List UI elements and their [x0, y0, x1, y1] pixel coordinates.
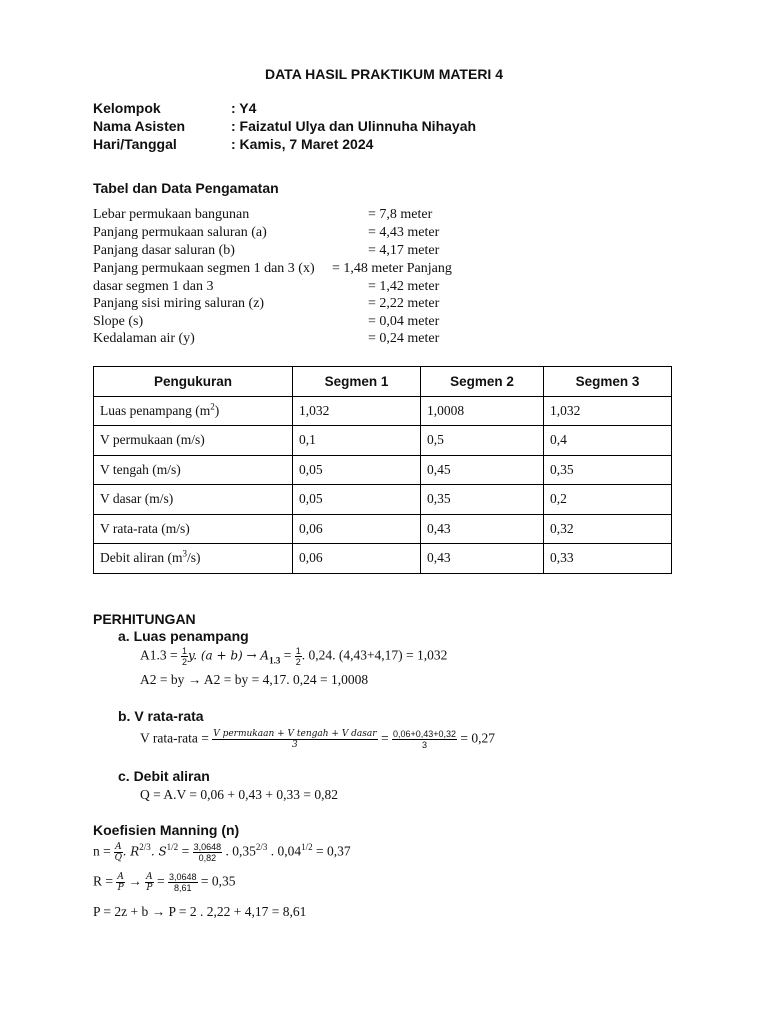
- table-cell: 0,4: [544, 426, 672, 456]
- obs-value: = 7,8 meter: [368, 207, 433, 222]
- manning-r-line: R = $\frac{A}{P}$ → $\frac{A}{P}$ = $\frac{3,0648}{8,61}$ = 0,35: [93, 872, 236, 893]
- table-row: [94, 485, 672, 515]
- table-header-row: [94, 367, 672, 397]
- obs-value: = 1,42 meter: [368, 279, 440, 294]
- calc-a-line1: A1.3 = $\frac{1}{2}$ y. $(a + b) \to A_{1.3}$ = $\frac{1}{2}$ . 0,24. (4,43+4,17) = 1,032: [140, 646, 448, 667]
- row-label: Luas penampang $(m^2)$: [94, 396, 293, 426]
- row-label: Debit aliran $(m^3/s)$: [94, 544, 293, 574]
- obs-value: = 0,24 meter: [368, 331, 440, 346]
- assistant-label: Nama Asisten: [93, 118, 186, 134]
- calc-b-line: V rata-rata = $\frac{\text{V permukaan + V tengah + V dasar}}{3}$ = $\frac{0,06+0,43+0,32}{3}$ = 0,27: [140, 729, 496, 750]
- obs-value: = 4,43 meter: [368, 225, 440, 240]
- assistant-value: : Faizatul Ulya dan Ulinnuha Nihayah: [231, 118, 477, 134]
- obs-value: = 2,22 meter: [368, 296, 440, 311]
- table-cell: 0,05: [293, 485, 421, 515]
- calc-heading: PERHITUNGAN: [93, 611, 196, 627]
- table-row: [94, 514, 672, 544]
- manning-p-line: P = 2z + b → P = 2 . 2,22 + 4,17 = 8,61: [93, 904, 307, 919]
- table-cell: 0,05: [293, 455, 421, 485]
- manning-n-line: n = $\frac{A}{Q}$ . $R^{2/3}$. $S^{1/2}$ = $\frac{3,0648}{0,82}$ . $0,35^{2/3}$ . $0,04^{1/2} = 0,37$: [93, 842, 351, 863]
- table-row: [94, 396, 672, 426]
- table-cell: 1,032: [544, 396, 672, 426]
- table-cell: 0,06: [293, 544, 421, 574]
- date-label: Hari/Tanggal: [93, 136, 177, 152]
- table-cell: 0,1: [293, 426, 421, 456]
- obs-value: = 1,48 meter Panjang: [332, 261, 452, 276]
- table-cell: 0,43: [421, 514, 544, 544]
- table-cell: 0,2: [544, 485, 672, 515]
- table-cell: 0,5: [421, 426, 544, 456]
- obs-label: Lebar permukaan bangunan: [93, 207, 250, 222]
- obs-label: Panjang dasar saluran (b): [93, 243, 235, 258]
- observations-heading: Tabel dan Data Pengamatan: [93, 180, 279, 196]
- manning-heading: Koefisien Manning (n): [93, 822, 240, 838]
- table-cell: 0,32: [544, 514, 672, 544]
- page-title: DATA HASIL PRAKTIKUM MATERI 4: [265, 66, 503, 82]
- obs-label: dasar segmen 1 dan 3: [93, 279, 214, 294]
- date-value: : Kamis, 7 Maret 2024: [231, 136, 374, 152]
- calc-c-title: c. Debit aliran: [118, 768, 210, 784]
- row-label: V rata-rata (m/s): [94, 514, 293, 544]
- table-cell: 0,45: [421, 455, 544, 485]
- calc-c-line: Q = A.V = 0,06 + 0,43 + 0,33 = 0,82: [140, 787, 338, 802]
- table-cell: 0,35: [544, 455, 672, 485]
- table-cell: 1,0008: [421, 396, 544, 426]
- group-value: : Y4: [231, 100, 257, 116]
- obs-label: Kedalaman air (y): [93, 331, 195, 346]
- row-label: V permukaan (m/s): [94, 426, 293, 456]
- table-row: [94, 544, 672, 574]
- table-cell: 1,032: [293, 396, 421, 426]
- table-cell: 0,06: [293, 514, 421, 544]
- table-header: Segmen 3: [544, 367, 672, 397]
- obs-label: Panjang permukaan segmen 1 dan 3 (x): [93, 261, 315, 276]
- table-header: Segmen 1: [293, 367, 421, 397]
- row-label: V dasar (m/s): [94, 485, 293, 515]
- calc-a-line2: A2 = by → A2 = by = 4,17. 0,24 = 1,0008: [140, 672, 369, 687]
- table-row: [94, 455, 672, 485]
- row-label: V tengah (m/s): [94, 455, 293, 485]
- table-cell: 0,35: [421, 485, 544, 515]
- calc-a-title: a. Luas penampang: [118, 628, 249, 644]
- table-cell: 0,43: [421, 544, 544, 574]
- obs-label: Panjang permukaan saluran (a): [93, 225, 267, 240]
- table-row: [94, 426, 672, 456]
- calc-b-title: b. V rata-rata: [118, 708, 204, 724]
- obs-value: = 4,17 meter: [368, 243, 440, 258]
- table-header: Pengukuran: [94, 367, 293, 397]
- measurement-table: [93, 366, 672, 574]
- obs-label: Slope (s): [93, 314, 144, 329]
- table-header: Segmen 2: [421, 367, 544, 397]
- obs-label: Panjang sisi miring saluran (z): [93, 296, 265, 311]
- obs-value: = 0,04 meter: [368, 314, 440, 329]
- group-label: Kelompok: [93, 100, 161, 116]
- table-cell: 0,33: [544, 544, 672, 574]
